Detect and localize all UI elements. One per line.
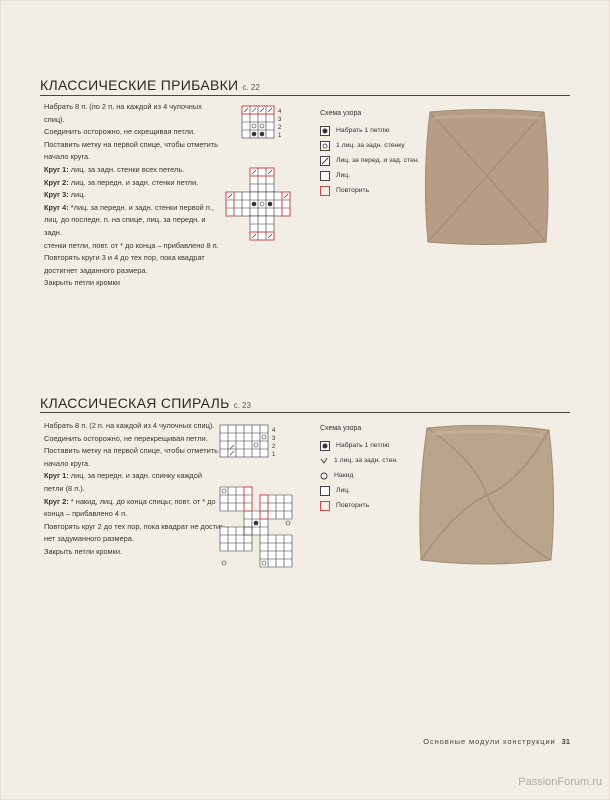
knit-tbl-symbol-icon xyxy=(320,141,330,151)
repeat-symbol-icon xyxy=(320,501,330,511)
instruction-line: Соединить осторожно, не скрещивая петли. xyxy=(44,127,196,137)
legend-item: Повторить xyxy=(320,498,398,513)
legend-item: Накид xyxy=(320,468,398,483)
instruction-line: достигнет заданного размера. xyxy=(44,265,148,275)
footer-text: Основные модули конструкции xyxy=(423,737,556,746)
round-line: петли (8 п.). xyxy=(44,483,85,493)
legend-item: 1 лиц. за задн. стенку xyxy=(320,138,420,153)
round-line: Круг 4: *лиц. за передн. и задн. стенки первой п., xyxy=(44,202,214,212)
repeat-symbol-icon xyxy=(320,186,330,196)
legend-item: Набрать 1 петлю xyxy=(320,123,420,138)
section1-stitch-chart xyxy=(222,104,292,269)
instruction-line: Повторять круг 2 до тех пор, пока квадрат не достиг- xyxy=(44,521,226,531)
instruction-line: нет задуманного размера. xyxy=(44,534,134,544)
instruction-line: начало круга. xyxy=(44,458,91,468)
section2-legend xyxy=(320,425,398,513)
instruction-line: Повторять круги 3 и 4 до тех пор, пока квадрат xyxy=(44,253,205,263)
section2-stitch-chart xyxy=(214,423,304,588)
chart-row-number: 4 xyxy=(272,428,276,434)
round-line: Круг 2: лиц. за передн. и задн. стенки петли. xyxy=(44,177,199,187)
section1-knit-swatch-photo xyxy=(420,106,554,253)
legend-item: Лиц. xyxy=(320,168,420,183)
chart-row-number: 1 xyxy=(272,452,276,458)
round-line: Круг 1: лиц. за передн. и задн. спинку каждой xyxy=(44,471,202,481)
knit-symbol-icon xyxy=(320,171,330,181)
kfb-symbol-icon xyxy=(320,156,330,166)
instruction-line: Набрать 8 п. (2 п. на каждой из 4 чулочных спиц). xyxy=(44,421,215,430)
legend-item: Повторить xyxy=(320,183,420,198)
knit-symbol-icon xyxy=(320,486,330,496)
chart-row-number: 2 xyxy=(272,444,276,450)
instruction-line: Поставить метку на первой спице, чтобы отметить xyxy=(44,139,218,149)
cast-on-symbol-icon xyxy=(320,441,330,451)
chart-row-number: 4 xyxy=(278,109,282,115)
yarn-over-symbol-icon xyxy=(320,472,328,480)
round-line: Круг 1: лиц. за задн. стенки всех петель. xyxy=(44,164,185,174)
round-line: конца – прибавлено 4 п. xyxy=(44,509,128,519)
page-footer xyxy=(423,737,570,746)
cast-on-symbol-icon xyxy=(320,126,330,136)
round-line: Круг 2: * накид, лиц. до конца спицы; повт. от * до xyxy=(44,496,216,506)
legend-title: Схема узора xyxy=(320,110,362,117)
instruction-line: лиц. до последн. п. на спице, лиц. за передн. и задн. xyxy=(44,215,206,237)
round-line: Круг 3: лиц. xyxy=(44,190,86,200)
chart-row-number: 3 xyxy=(272,436,276,442)
knit-tbl-symbol-icon xyxy=(320,457,328,465)
section1-legend xyxy=(320,110,420,198)
instruction-line: Закрыть петли кромки xyxy=(44,278,120,288)
section2-page-ref: с. 23 xyxy=(233,401,251,410)
section1-instructions xyxy=(44,101,224,290)
chart-row-number: 2 xyxy=(278,125,282,131)
chart-row-number: 1 xyxy=(278,133,282,139)
instruction-line: начало круга. xyxy=(44,152,91,162)
legend-item: Набрать 1 петлю xyxy=(320,438,398,453)
instruction-line: стенки петли, повт. от * до конца – прибавлено 8 п. xyxy=(44,240,219,250)
section2-knit-swatch-photo xyxy=(415,420,560,575)
section2-title: КЛАССИЧЕСКАЯ СПИРАЛЬ с. 23 xyxy=(40,395,251,411)
section2-rule xyxy=(40,412,570,413)
chart-row-number: 3 xyxy=(278,117,282,123)
page-number: 31 xyxy=(561,737,570,746)
watermark: PassionForum.ru xyxy=(518,776,602,788)
section1-rule xyxy=(40,95,570,96)
instruction-line: Закрыть петли кромки. xyxy=(44,546,123,556)
section1-title: КЛАССИЧЕСКИЕ ПРИБАВКИ с. 22 xyxy=(40,77,260,93)
instruction-line: Соединить осторожно, не перекрещивая петли. xyxy=(44,433,208,443)
legend-item: 1 лиц. за задн. стен. xyxy=(320,453,398,468)
section1-page-ref: с. 22 xyxy=(242,83,260,92)
instruction-line: Набрать 8 п. (по 2 п. на каждой из 4 чулочных спиц). xyxy=(44,102,202,124)
instruction-line: Поставить метку на первой спице, чтобы отметить xyxy=(44,446,218,456)
legend-item: Лиц. xyxy=(320,483,398,498)
legend-title: Схема узора xyxy=(320,425,362,432)
legend-item: Лиц. за перед. и зад. стен. xyxy=(320,153,420,168)
section2-instructions xyxy=(44,420,234,559)
